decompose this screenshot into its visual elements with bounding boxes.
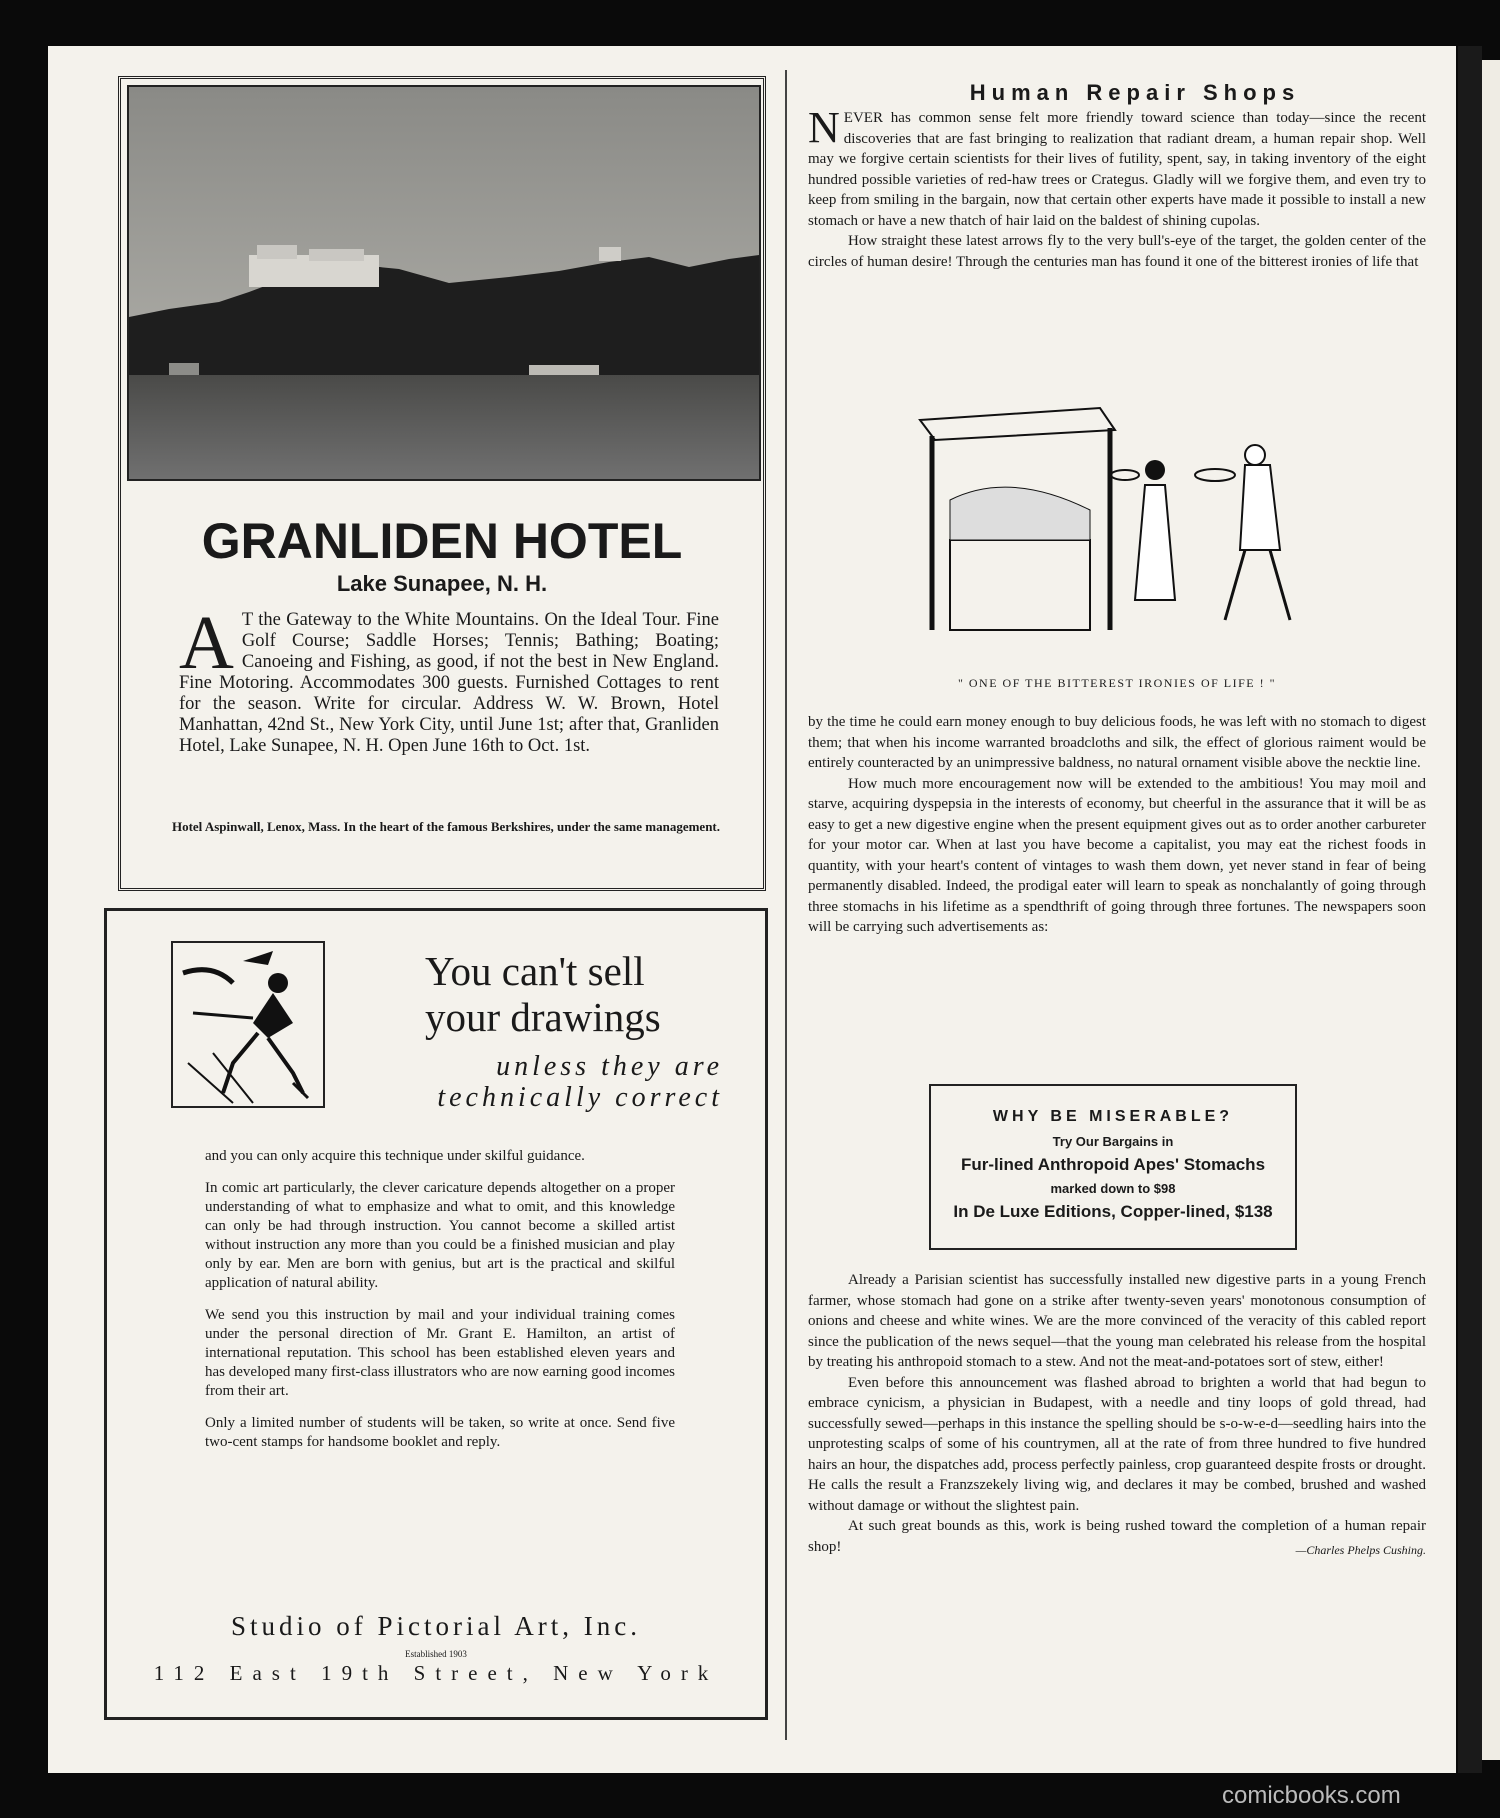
article-end: [808, 1270, 1426, 1560]
article-p4: How much more encouragement now will be extended to the ambitious! You may moil and starve, acquiring dyspepsia in the interests of economy, but cheerful in the assurance that it will be as easy to get a new digestive engine when the present equipment gives out as to order another carbureter for your motor car. When at last you have become a capitalist, you may eat the richest foods in quantity, with your heart's content of vintages to wash them down, yet never stand in fear of being permanently disabled. Indeed, the prodigal eater will learn to speak as nonchalantly of going through three stomachs in his lifetime as a spendthrift of going through three fortunes. The newspapers soon will be carrying such advertisements as:: [808, 775, 1426, 935]
article-dropcap: N: [808, 103, 840, 152]
studio-body: [205, 1147, 675, 1465]
studio-ad: [104, 908, 768, 1720]
studio-address: 112 East 19th Street, New York: [153, 1661, 719, 1685]
studio-paragraph: In comic art particularly, the clever caricature depends altogether on a proper understanding of what to emphasize and what to omit, and this knowledge can only be had through instruction. You cannot become a skilled artist without instruction any more than you could be a finished musician and play only by ear. Men are born with genius, but art is the practical and skilful application of natural ability.: [205, 1180, 675, 1291]
article-p7: At such great bounds as this, work is being rushed toward the completion of a human repair shop!: [808, 1518, 1426, 1555]
lake-photo: [127, 85, 761, 481]
studio-established: Established 1903: [405, 1649, 467, 1659]
article-middle: [808, 712, 1426, 938]
studio-paragraph: and you can only acquire this technique under skilful guidance.: [205, 1148, 585, 1164]
article-p2: How straight these latest arrows fly to the very bull's-eye of the target, the golden center of the circles of human desire! Through the centuries man has found it one of the bitterest ironies of life that: [808, 233, 1426, 270]
studio-paragraph: Only a limited number of students will be taken, so write at once. Send five two-cent stamps for handsome booklet and reply.: [205, 1415, 675, 1450]
column-divider: [785, 70, 787, 1740]
studio-company-name: Studio of Pictorial Art, Inc.: [231, 1611, 641, 1641]
dancer-illustration: [171, 941, 325, 1108]
article-paragraph: [808, 103, 1426, 231]
article-p3: by the time he could earn money enough to buy delicious foods, he was left with no stomach to digest them; that when his income warranted broadcloths and silk, the effect of glorious raiment would be entirely counteracted by an unimpressive baldness, no natural ornament visible above the necktie line.: [808, 714, 1426, 771]
article-intro: [808, 103, 1426, 272]
article-signature: —Charles Phelps Cushing.: [1295, 1542, 1426, 1557]
studio-headline: You can't sell your drawings: [425, 948, 661, 1040]
hotel-footer: Hotel Aspinwall, Lenox, Mass. In the heart of the famous Berkshires, under the same management.: [171, 819, 721, 834]
box-line: marked down to $98: [1050, 1181, 1176, 1196]
hotel-name: GRANLIDEN HOTEL: [201, 513, 683, 569]
article-p6: Even before this announcement was flashed abroad to brighten a world that had begun to embrace cynicism, a physician in Budapest, with a needle and tiny loops of gold thread, had successfully sewed—perhaps in this instance the spelling should be s-o-w-e-d—seedling hairs into the unprotesting scalps of some of his countrymen, all at the rate of from three hundred to five hundred hairs an hour, the dispatches add, process perfectly painless, crop guaranteed despite frosts or drought. He calls the result a Franzszekely living wig, and declares it may be combed, brushed and washed without damage or without the slightest pain.: [808, 1374, 1426, 1514]
hotel-location: Lake Sunapee, N. H.: [336, 571, 548, 596]
studio-paragraph: We send you this instruction by mail and your individual training comes under the personal direction of Mr. Grant E. Hamilton, an artist of international reputation. This school has been established eleven years and has developed many first-class illustrators who are now earning good incomes from their art.: [205, 1307, 675, 1399]
page-spine: [1458, 46, 1482, 1773]
hotel-body-text: T the Gateway to the White Mountains. On the Ideal Tour. Fine Golf Course; Saddle Horses; Tennis; Bathing; Boating; Canoeing and Fishing, as good, if not the best in New England. Fine Motoring. Accommodates 300 guests. Furnished Cottages to rent for the season. Write for circular. Address W. W. Brown, Hotel Manhattan, 42nd St., New York City, until June 1st; after that, Granliden Hotel, Lake Sunapee, N. H. Open June 16th to Oct. 1st.: [179, 610, 719, 756]
illustration-caption: " ONE OF THE BITTEREST IRONIES OF LIFE ! ": [957, 676, 1277, 690]
box-line: Fur-lined Anthropoid Apes' Stomachs: [960, 1155, 1266, 1174]
hotel-dropcap: A: [179, 601, 234, 685]
box-headline: WHY BE MISERABLE?: [992, 1108, 1234, 1125]
facing-page-edge: [1482, 60, 1500, 1760]
hotel-description: [179, 601, 719, 757]
article-paragraph: [808, 1516, 1426, 1557]
site-watermark: comicbooks.com: [1222, 1782, 1401, 1809]
box-line: Try Our Bargains in: [1052, 1134, 1174, 1149]
mock-advertisement-box: [929, 1084, 1297, 1250]
article-title: Human Repair Shops: [969, 80, 1301, 105]
article-p5: Already a Parisian scientist has successfully installed new digestive parts in a young French farmer, whose stomach had gone on a strike after twenty-seven years' monotonous consumption of onions and cheese and white wines. We are the more convinced of the veracity of this cabled report since the publication of the news sequel—that the young man celebrated his release from the hospital by treating his anthropoid stomach to a stew. And not the meat-and-potatoes sort of stew, either!: [808, 1272, 1426, 1370]
article-p1: EVER has common sense felt more friendly toward science than today—since the recent discoveries that are fast bringing to realization that radiant dream, a human repair shop. Well may we forgive certain scientists for their lives of futility, spent, say, in taking inventory of the eight hundred possible varieties of red-haw trees or Crategus. Gladly will we forgive them, and even try to keep from smiling in the bargain, now that certain other experts have made it possible to install a new stomach or have a new thatch of hair laid on the baldest of shining cupolas.: [808, 110, 1426, 229]
box-line: In De Luxe Editions, Copper-lined, $138: [953, 1202, 1273, 1221]
hotel-ad: [118, 76, 766, 891]
studio-subhead: unless they are technically correct: [437, 1051, 723, 1113]
bed-illustration: [910, 400, 1340, 660]
